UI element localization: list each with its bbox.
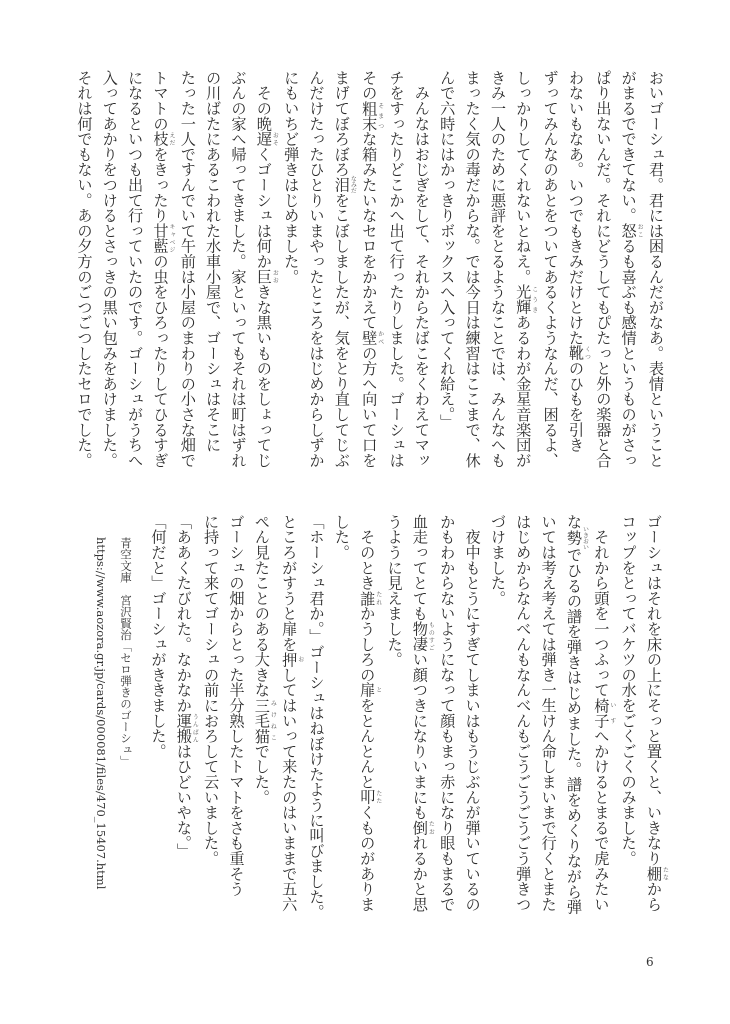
- bottom-text-block: [145, 514, 668, 934]
- ruby-reading: かべ: [376, 330, 384, 346]
- ruby-word: 泪なみだ: [332, 175, 357, 194]
- text-column: [200, 70, 225, 490]
- ruby-reading: キャベジ: [167, 223, 175, 254]
- ruby-word: 倒たお: [410, 820, 435, 836]
- text-column: [434, 70, 459, 490]
- ruby-word: 怒おこ: [619, 223, 644, 239]
- text-column: [537, 70, 562, 490]
- text-run: チをすったりどこかへ出て行ったりしました。ゴーシュは: [387, 70, 406, 468]
- ruby-word: 押お: [280, 651, 304, 668]
- text-column: [147, 70, 174, 490]
- ruby-word: 巨おお: [254, 268, 279, 285]
- text-column: [409, 70, 434, 490]
- top-text-block: [71, 70, 668, 490]
- text-run: ゴーシュの畑からとった半分熟したトマトをさも重そう: [227, 514, 246, 897]
- text-run: 入ってあかりをつけるとさっきの黒い包みをあけました。: [100, 70, 119, 468]
- ruby-reading: おお: [271, 268, 279, 285]
- text-run: の方へ向いて口を: [360, 345, 379, 468]
- text-column: [329, 514, 354, 934]
- text-run: たった一人ですんでいて午前は小屋のまわりの小さな畑で: [178, 70, 197, 468]
- text-column: [485, 70, 510, 490]
- ruby-word: 誰たれ: [358, 590, 382, 606]
- text-run: でした。: [252, 743, 271, 805]
- text-run: をきったり: [151, 146, 170, 224]
- ruby-reading: たれ: [374, 590, 382, 606]
- text-run: そのとき: [358, 514, 377, 591]
- ruby-word: 枝えだ: [151, 131, 175, 147]
- ruby-reading: と: [374, 682, 382, 698]
- text-run: れるかと思: [410, 835, 429, 912]
- text-column: [276, 514, 303, 934]
- text-run: きな黒いものをしょってじ: [254, 284, 273, 468]
- text-run: まったく気の毒だからな。では今日は練習はここまで、休: [463, 70, 482, 468]
- text-run: から: [645, 881, 663, 912]
- text-run: 「ホーシュ君か。」ゴーシュはねぼけたように叫びました。: [307, 514, 326, 920]
- text-run: ゴーシュはそれを床の上にそっと置くと、いきなり: [645, 514, 663, 866]
- text-run: はじめからなんべんもなんべんもごうごうごうごう弾きつ: [514, 514, 533, 912]
- text-run: にもいちど弾きはじめました。: [282, 70, 301, 285]
- text-run: んだけたったひとりいまやったところをはじめからしずか: [307, 70, 326, 468]
- ruby-reading: お: [296, 651, 304, 668]
- text-run: くものがありま: [358, 804, 377, 912]
- text-column: [641, 514, 668, 934]
- text-column: [278, 70, 303, 490]
- ruby-word: 勢いきおい: [564, 526, 589, 551]
- text-column: [198, 514, 223, 934]
- text-column: [434, 514, 459, 934]
- text-run: の虫をひろったりしてひるすぎ: [151, 253, 170, 468]
- ruby-word: 粗末そまつ: [360, 100, 384, 132]
- text-column: [71, 70, 96, 490]
- text-run: してはいって来たのはいままで五六: [280, 667, 299, 912]
- page-number: 6: [646, 955, 654, 969]
- text-run: い顔つきになりいまにも: [410, 651, 429, 821]
- text-run: しっかりしてくれないとねえ。: [514, 70, 533, 285]
- ruby-reading: たた: [374, 789, 382, 805]
- text-column: [249, 514, 276, 934]
- source-credit: 青空文庫 宮沢賢治「セロ弾きのゴーシュ」: [119, 537, 133, 767]
- text-run: でひるの譜を弾きはじめました。譜をめくりながら弾: [564, 547, 583, 915]
- text-column: [459, 70, 484, 490]
- text-run: ぺん見たことのある大きな: [252, 514, 271, 698]
- text-column: [170, 514, 197, 934]
- ruby-reading: みけねこ: [269, 697, 277, 744]
- text-run: わないもなあ。いつでもきみだけとけた: [566, 70, 585, 346]
- text-run: かもわからないようになって顔もまっ赤になり眼もまるで: [438, 514, 457, 912]
- text-column: [459, 514, 484, 934]
- text-column: [407, 514, 434, 934]
- text-run: その: [360, 70, 379, 101]
- text-run: トマトの: [151, 70, 170, 132]
- ruby-reading: ものすご: [427, 621, 435, 652]
- text-run: るも喜ぶも感情というものがさっ: [619, 238, 638, 468]
- ruby-reading: くつ: [583, 345, 591, 361]
- ruby-word: 三毛猫みけねこ: [252, 697, 277, 744]
- text-column: [615, 70, 642, 490]
- ruby-word: 靴くつ: [566, 345, 591, 361]
- text-run: みんなはおじぎをして、それからたばこをくわえてマッ: [412, 70, 431, 468]
- text-column: [590, 70, 615, 490]
- text-run: くゴーシュは何か: [254, 146, 273, 269]
- text-column: [381, 514, 406, 934]
- text-column: [588, 514, 615, 934]
- text-run: がまるでできてない。: [619, 70, 638, 223]
- text-column: [174, 70, 199, 490]
- text-column: [643, 70, 668, 490]
- text-column: [329, 70, 356, 490]
- text-run: まげてぼろぼろ: [332, 70, 351, 178]
- text-run: うように見えました。: [385, 514, 404, 667]
- text-column: [535, 514, 560, 934]
- ruby-word: 甘藍キャベジ: [151, 223, 175, 254]
- text-run: な箱みたいなセロをかかえて: [360, 131, 379, 331]
- text-run: 夜中もとうにすぎてしまいはもうじぶんが弾いているの: [463, 514, 482, 912]
- ruby-reading: おそ: [271, 131, 279, 147]
- text-column: [122, 70, 147, 490]
- ruby-reading: いす: [608, 697, 616, 729]
- ruby-word: 棚たな: [645, 865, 669, 882]
- ruby-reading: えだ: [167, 131, 175, 147]
- ruby-reading: うんぱん: [191, 712, 199, 744]
- ruby-reading: おこ: [636, 223, 644, 239]
- text-run: ぱり出ないんだ。それにどうしてもぴたっと外の楽器と合: [594, 70, 613, 468]
- text-column: [303, 70, 328, 490]
- text-column: [356, 70, 383, 490]
- ruby-reading: そまつ: [376, 100, 384, 132]
- ruby-word: 遅おそ: [254, 131, 279, 147]
- text-run: かうしろの: [358, 605, 377, 683]
- text-column: [563, 70, 590, 490]
- ruby-word: 椅子いす: [592, 697, 616, 729]
- text-run: ぶんの家へ帰ってきました。家といってもそれは町はずれ: [229, 70, 248, 468]
- text-column: [485, 514, 510, 934]
- text-run: きみ一人のために悪評をとるようなことでは、みんなへも: [488, 70, 507, 468]
- ruby-word: 運搬うんぱん: [174, 712, 199, 744]
- text-column: [383, 70, 408, 490]
- text-run: あるわが金星音楽団が: [514, 314, 533, 468]
- ruby-word: 壁かべ: [360, 330, 384, 346]
- text-column: [510, 70, 537, 490]
- text-run: ところがすうと扉を: [280, 514, 299, 652]
- text-column: [615, 514, 640, 934]
- text-run: いては考え考えては弾き一生けん命しまいまで行くとまた: [539, 514, 558, 912]
- text-column: [561, 514, 588, 934]
- ruby-reading: たお: [427, 820, 435, 836]
- text-run: した。: [332, 514, 351, 560]
- ruby-reading: たな: [661, 865, 669, 882]
- text-run: をとんとんと: [358, 697, 377, 790]
- text-run: のひもを引き: [566, 360, 585, 453]
- ruby-word: 物凄ものすご: [410, 621, 435, 652]
- text-run: をこぼしましたが、気をとり直してじぶ: [332, 192, 351, 468]
- ruby-reading: いきおい: [581, 526, 589, 551]
- ruby-word: 光輝こうき: [514, 284, 538, 315]
- text-run: おいゴーシュ君。君には困るんだがなあ。表情ということ: [647, 70, 665, 468]
- source-url[interactable]: https://www.aozora.gr.jp/cards/000081/files/470_15407.html: [94, 537, 108, 890]
- text-column: [225, 70, 250, 490]
- text-run: それは何でもない。あの夕方のごつごつしたセロでした。: [75, 70, 94, 468]
- text-run: んで六時にはかっきりボックスへ入ってくれ給え。」: [438, 70, 457, 430]
- text-run: な: [564, 514, 583, 530]
- text-run: 血走ってとても: [410, 514, 429, 622]
- ruby-reading: こうき: [530, 284, 538, 315]
- colophon: [88, 537, 138, 889]
- text-column: [303, 514, 328, 934]
- text-column: [145, 514, 170, 934]
- text-column: [251, 70, 278, 490]
- ruby-word: 叩たた: [358, 789, 382, 805]
- text-run: 「何だと」ゴーシュがききました。: [149, 514, 168, 759]
- ruby-reading: なみだ: [349, 175, 357, 194]
- text-run: その晩: [254, 70, 273, 132]
- text-run: へかけるとまるで虎みたい: [592, 728, 611, 912]
- text-run: づけました。: [488, 514, 507, 606]
- text-run: コップをとってバケツの水をごくごくのみました。: [619, 514, 638, 866]
- text-column: [223, 514, 248, 934]
- text-column: [354, 514, 381, 934]
- text-run: の川ばたにあるこわれた水車小屋で、ゴーシュはそこに: [204, 70, 223, 453]
- text-run: に持って来てゴーシュの前におろして云いました。: [202, 514, 221, 866]
- text-run: になるといつも出て行っていたのです。ゴーシュがうちへ: [126, 70, 145, 468]
- text-column: [96, 70, 121, 490]
- text-run: はひどいやな。」: [174, 743, 193, 859]
- text-run: 「ああくたびれた。なかなか: [174, 514, 193, 713]
- ruby-word: 扉と: [358, 682, 382, 698]
- text-column: [510, 514, 535, 934]
- text-run: それから頭を一つふって: [592, 514, 611, 698]
- text-run: ずってみんなのあとをついてあるくようなんだ、困るよ、: [541, 70, 560, 468]
